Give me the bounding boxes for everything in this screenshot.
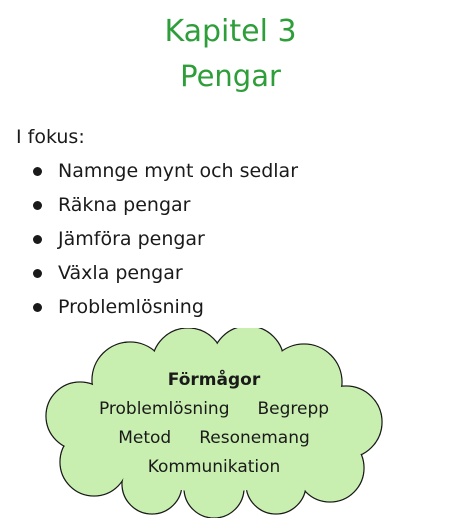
bullet-icon xyxy=(33,269,42,278)
focus-item xyxy=(32,258,298,292)
ability-label: Problemlösning xyxy=(98,399,230,419)
focus-item xyxy=(32,156,298,190)
cloud-row xyxy=(38,397,390,421)
focus-item xyxy=(32,190,298,224)
cloud-row xyxy=(38,426,390,450)
bullet-icon xyxy=(33,235,42,244)
chapter-subtitle: Pengar xyxy=(180,59,281,93)
ability-label: Metod xyxy=(118,428,172,448)
chapter-title: Kapitel 3 xyxy=(164,14,297,49)
focus-item xyxy=(32,292,298,326)
cloud-shape-icon xyxy=(38,328,390,518)
ability-label: Resonemang xyxy=(199,428,310,448)
focus-label: I fokus: xyxy=(16,126,85,148)
focus-item-label: Namnge mynt och sedlar xyxy=(58,160,299,182)
focus-item-label: Växla pengar xyxy=(58,262,183,284)
focus-item-label: Jämföra pengar xyxy=(58,228,205,250)
abilities-cloud xyxy=(38,328,390,518)
focus-item-label: Problemlösning xyxy=(58,296,204,318)
bullet-icon xyxy=(33,303,42,312)
ability-label: Kommunikation xyxy=(147,457,281,477)
bullet-icon xyxy=(33,167,42,176)
bullet-icon xyxy=(33,201,42,210)
cloud-row xyxy=(38,455,390,479)
focus-list xyxy=(32,156,298,326)
ability-label: Begrepp xyxy=(257,399,330,419)
focus-item-label: Räkna pengar xyxy=(58,194,191,216)
focus-item xyxy=(32,224,298,258)
cloud-title: Förmågor xyxy=(167,370,261,390)
